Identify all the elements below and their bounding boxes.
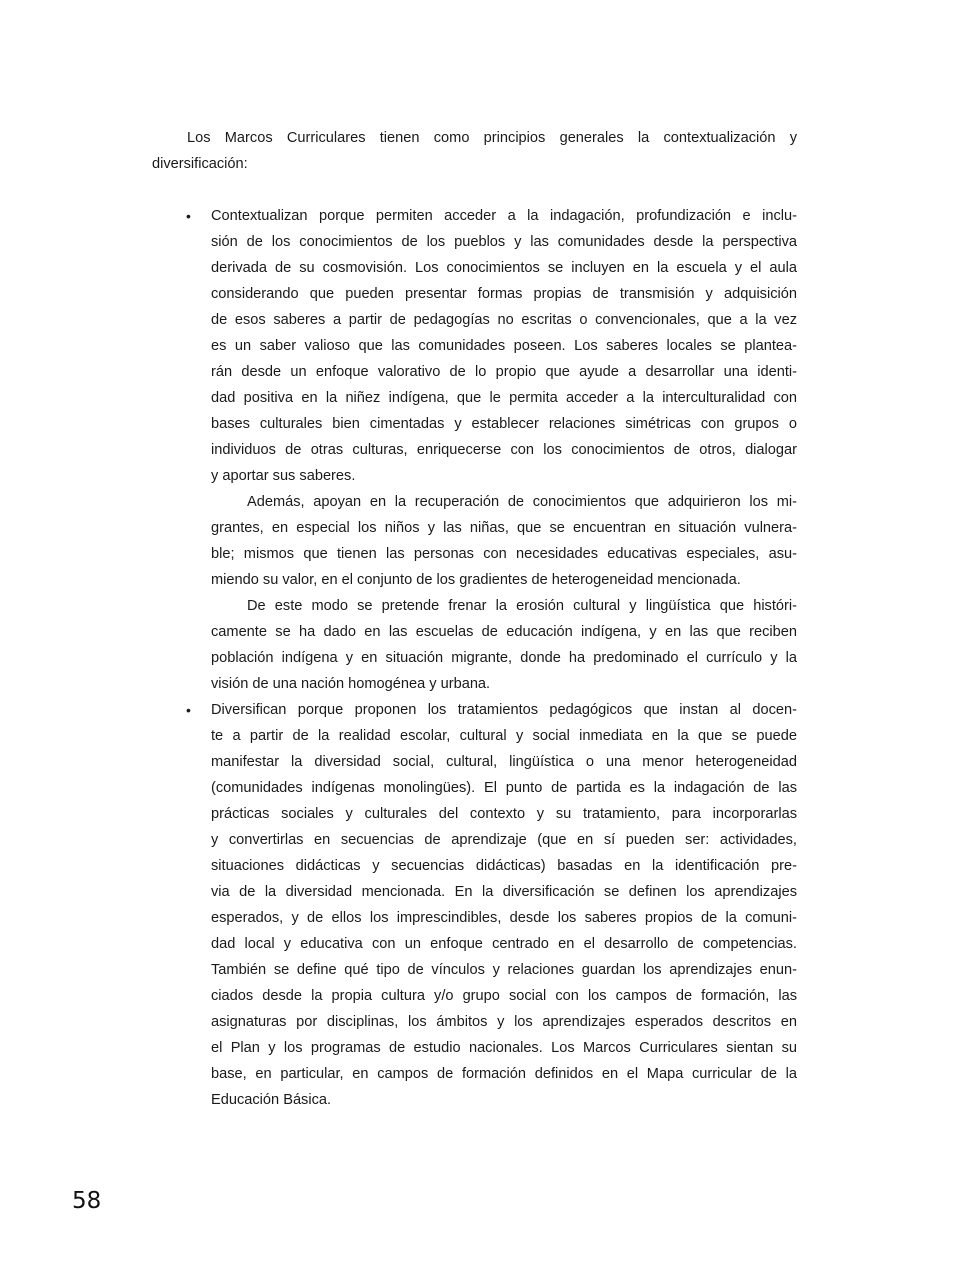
- text-line: derivada de su cosmovisión. Los conocimientos se incluyen en la escuela y el aula: [211, 260, 797, 276]
- text-line: es un saber valioso que las comunidades poseen. Los saberes locales se plantea-: [211, 338, 797, 354]
- text-line: grantes, en especial los niños y las niñas, que se encuentran en situación vulnera-: [211, 520, 797, 536]
- text-line: Educación Básica.: [211, 1092, 332, 1108]
- text-line: esperados, y de ellos los imprescindibles, desde los saberes propios de la comuni-: [211, 910, 797, 926]
- page-number: 58: [72, 1188, 102, 1214]
- paragraph: [211, 489, 797, 593]
- text-line: bases culturales bien cimentadas y establecer relaciones simétricas con grupos o: [211, 416, 797, 432]
- bullet-icon: •: [186, 208, 191, 224]
- paragraph: [211, 697, 797, 1113]
- text-line: considerando que pueden presentar formas propias de transmisión y adquisición: [211, 286, 797, 302]
- bullet-icon: •: [186, 702, 191, 718]
- text-line: De este modo se pretende frenar la erosión cultural y lingüística que históri-: [247, 598, 797, 614]
- text-line: y convertirlas en secuencias de aprendizaje (que en sí pueden ser: actividades,: [211, 832, 797, 848]
- text-line: diversificación:: [152, 156, 248, 172]
- text-line: Los Marcos Curriculares tienen como principios generales la contextualización y: [187, 130, 797, 146]
- text-line: el Plan y los programas de estudio nacionales. Los Marcos Curriculares sientan su: [211, 1040, 797, 1056]
- text-line: de esos saberes a partir de pedagogías no escritas o convencionales, que a la vez: [211, 312, 797, 328]
- text-line: población indígena y en situación migrante, donde ha predominado el currículo y la: [211, 650, 797, 666]
- text-line: miendo su valor, en el conjunto de los gradientes de heterogeneidad mencionada.: [211, 572, 741, 588]
- text-line: Además, apoyan en la recuperación de conocimientos que adquirieron los mi-: [247, 494, 797, 510]
- text-line: Diversifican porque proponen los tratamientos pedagógicos que instan al docen-: [211, 702, 797, 718]
- bullet-list: [152, 203, 797, 1113]
- text-line: sión de los conocimientos de los pueblos y las comunidades desde la perspectiva: [211, 234, 797, 250]
- text-line: ciados desde la propia cultura y/o grupo social con los campos de formación, las: [211, 988, 797, 1004]
- text-line: situaciones didácticas y secuencias didácticas) basadas en la identificación pre-: [211, 858, 797, 874]
- text-line: via de la diversidad mencionada. En la diversificación se definen los aprendizajes: [211, 884, 797, 900]
- text-line: ble; mismos que tienen las personas con necesidades educativas especiales, asu-: [211, 546, 797, 562]
- paragraph: [211, 203, 797, 489]
- text-line: asignaturas por disciplinas, los ámbitos y los aprendizajes esperados descritos en: [211, 1014, 797, 1030]
- text-line: manifestar la diversidad social, cultural, lingüística o una menor heterogeneidad: [211, 754, 797, 770]
- intro-paragraph: [152, 125, 797, 177]
- bullet-item: [152, 697, 797, 1113]
- text-line: base, en particular, en campos de formación definidos en el Mapa curricular de la: [211, 1066, 797, 1082]
- text-line: rán desde un enfoque valorativo de lo propio que ayude a desarrollar una identi-: [211, 364, 797, 380]
- bullet-item: [152, 203, 797, 697]
- text-line: visión de una nación homogénea y urbana.: [211, 676, 491, 692]
- text-line: dad positiva en la niñez indígena, que le permita acceder a la interculturalidad con: [211, 390, 797, 406]
- text-line: te a partir de la realidad escolar, cultural y social inmediata en la que se puede: [211, 728, 797, 744]
- text-line: También se define qué tipo de vínculos y relaciones guardan los aprendizajes enun-: [211, 962, 797, 978]
- text-line: individuos de otras culturas, enriquecerse con los conocimientos de otros, dialogar: [211, 442, 797, 458]
- paragraph: [211, 593, 797, 697]
- text-line: Contextualizan porque permiten acceder a la indagación, profundización e inclu-: [211, 208, 797, 224]
- text-line: camente se ha dado en las escuelas de educación indígena, y en las que reciben: [211, 624, 797, 640]
- text-line: (comunidades indígenas monolingües). El punto de partida es la indagación de las: [211, 780, 797, 796]
- text-line: dad local y educativa con un enfoque centrado en el desarrollo de competencias.: [211, 936, 797, 952]
- text-line: y aportar sus saberes.: [211, 468, 356, 484]
- text-line: prácticas sociales y culturales del contexto y su tratamiento, para incorporarlas: [211, 806, 797, 822]
